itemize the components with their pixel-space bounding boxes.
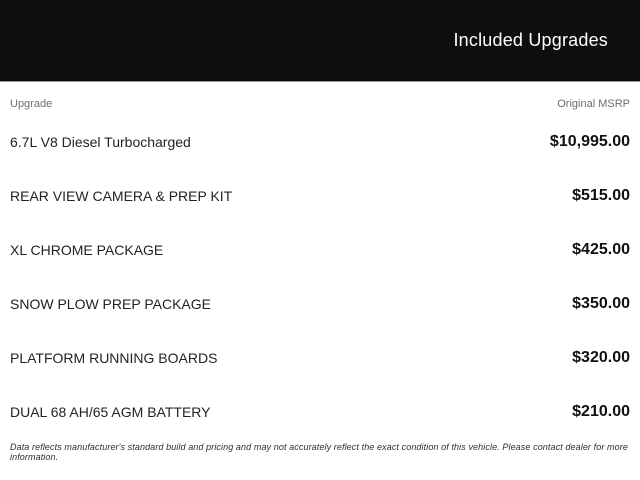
upgrade-price: $350.00: [572, 295, 630, 312]
upgrade-price: $320.00: [572, 349, 630, 366]
table-row: [10, 294, 630, 314]
panel-header: [0, 0, 640, 82]
column-header-original-msrp: Original MSRP: [557, 98, 630, 110]
upgrade-name: 6.7L V8 Diesel Turbocharged: [10, 134, 191, 150]
panel-title: Included Upgrades: [453, 30, 608, 50]
upgrade-price: $515.00: [572, 187, 630, 204]
upgrade-name: REAR VIEW CAMERA & PREP KIT: [10, 188, 233, 204]
upgrade-name: DUAL 68 AH/65 AGM BATTERY: [10, 404, 211, 420]
table-row: [10, 132, 630, 152]
table-row: [10, 348, 630, 368]
table-row: [10, 186, 630, 206]
disclaimer-text: Data reflects manufacturer's standard build and pricing and may not accurately reflect the exact condition of this vehicle. Please contact dealer for more information.: [10, 442, 628, 462]
table-column-headers: [10, 82, 630, 110]
upgrades-table: [0, 82, 640, 480]
upgrade-name: XL CHROME PACKAGE: [10, 242, 164, 258]
table-row: [10, 240, 630, 260]
upgrade-price: $10,995.00: [549, 133, 630, 150]
table-row: [10, 402, 630, 422]
upgrade-name: SNOW PLOW PREP PACKAGE: [10, 296, 211, 312]
upgrade-price: $210.00: [572, 403, 630, 420]
upgrade-price: $425.00: [572, 241, 630, 258]
column-header-upgrade: Upgrade: [10, 98, 53, 110]
upgrade-name: PLATFORM RUNNING BOARDS: [10, 350, 218, 366]
